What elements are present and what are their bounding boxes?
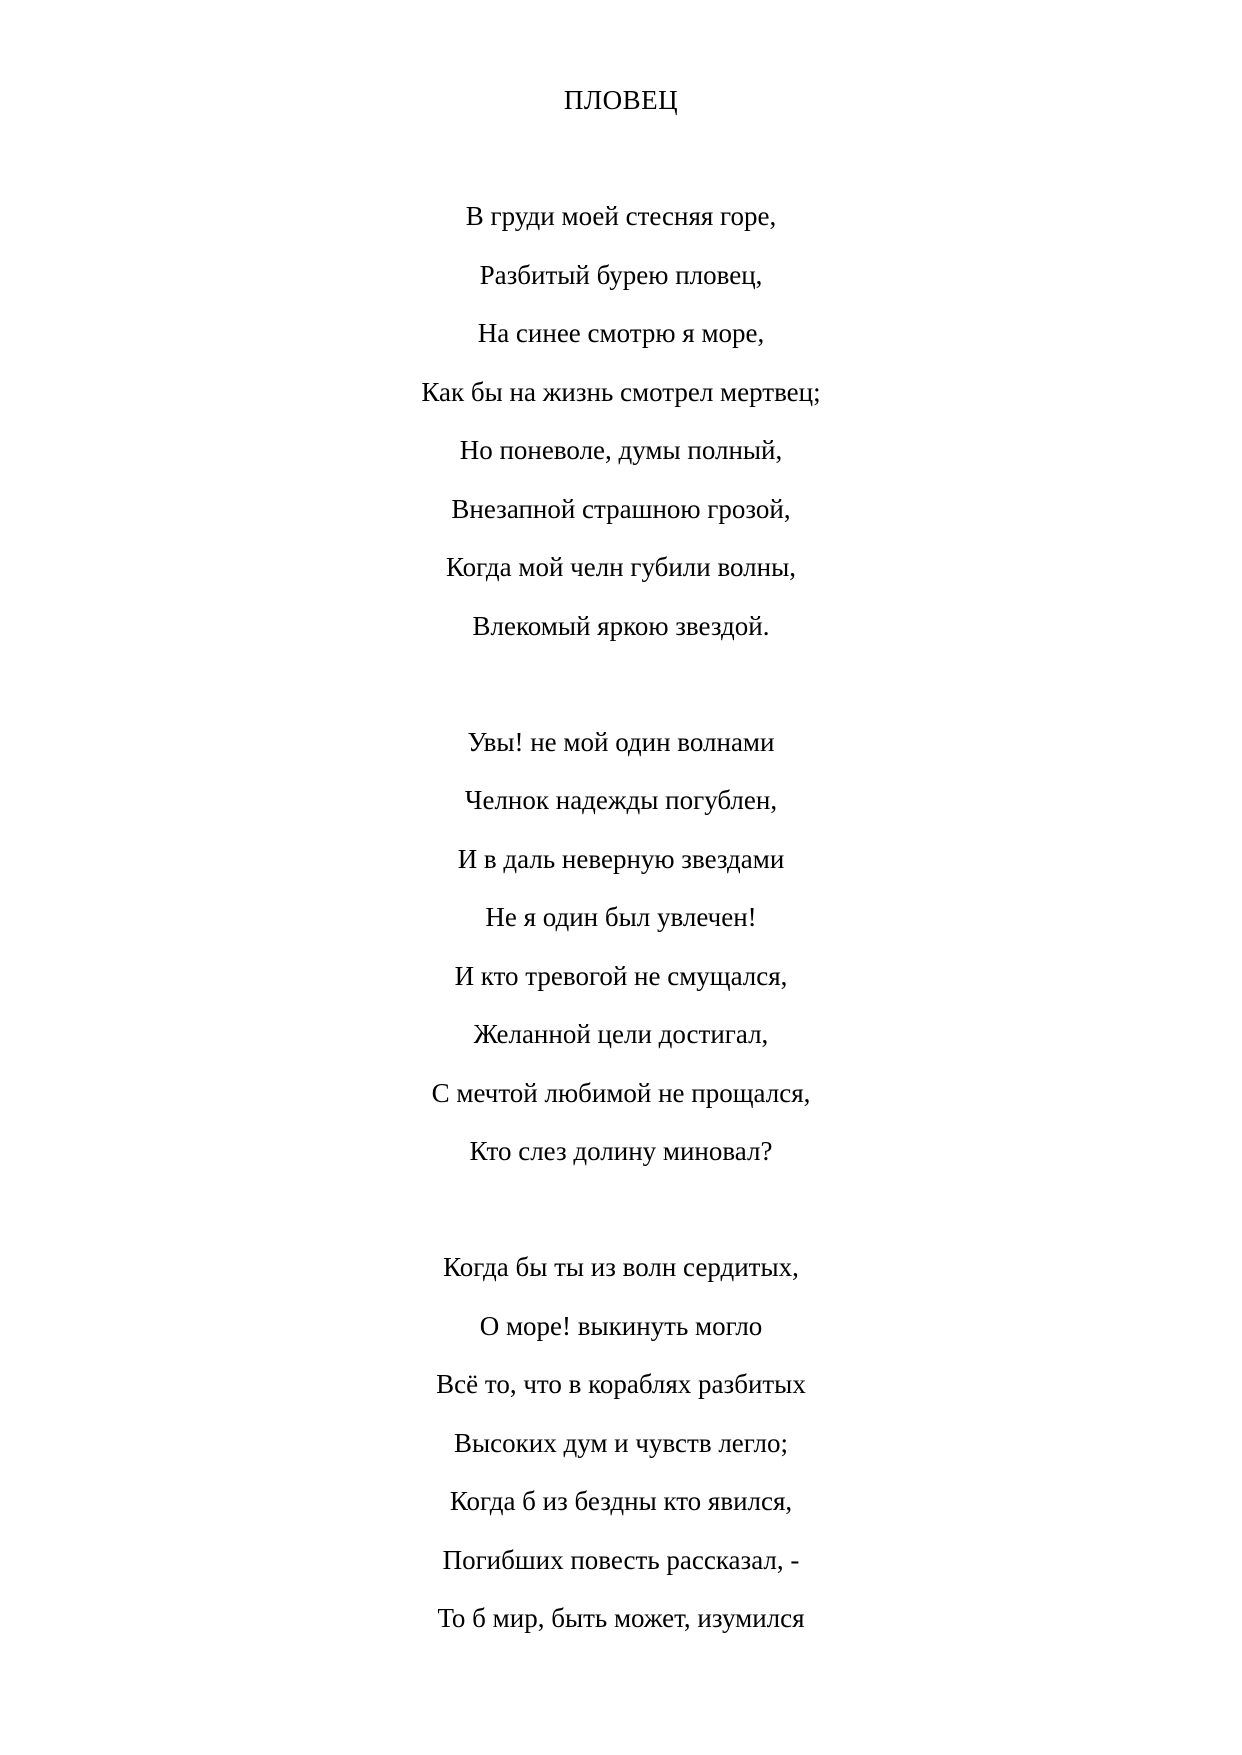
poem-line: Внезапной страшною грозой, — [451, 493, 791, 524]
poem-line: Увы! не мой один волнами — [467, 726, 775, 757]
poem-line: Но поневоле, думы полный, — [459, 435, 783, 465]
stanza-3 — [0, 1249, 1242, 1659]
poem-line: Погибших повесть рассказал, - — [442, 1544, 800, 1575]
poem-line: О море! выкинуть могло — [479, 1310, 763, 1341]
poem-line: Разбитый бурею пловец, — [479, 259, 763, 290]
poem-line: Высоких дум и чувств легло; — [454, 1427, 788, 1458]
poem-title: ПЛОВЕЦ — [563, 85, 679, 115]
stanza-1 — [0, 198, 1242, 666]
poem-line: На синее смотрю я море, — [477, 318, 765, 348]
poem-line: И в даль неверную звездами — [457, 843, 785, 874]
poem-line: Желанной цели достигал, — [473, 1019, 769, 1049]
poem-line: Когда б из бездны кто явился, — [449, 1486, 793, 1516]
stanza-2 — [0, 724, 1242, 1192]
poem-line: Челнок надежды погублен, — [464, 785, 778, 815]
poem-body — [0, 198, 1242, 1659]
poem-line: И кто тревогой не смущался, — [454, 960, 788, 991]
poem-line: Когда бы ты из волн сердитых, — [443, 1252, 799, 1282]
poem-line: С мечтой любимой не прощался, — [431, 1077, 811, 1108]
poem-line: Не я один был увлечен! — [485, 902, 757, 932]
poem-line: Кто слез долину миновал? — [469, 1136, 773, 1166]
poem-line: В груди моей стесняя горе, — [465, 201, 777, 231]
poem-line: Влекомый яркою звездой. — [472, 610, 770, 641]
poem-line: Всё то, что в кораблях разбитых — [436, 1369, 806, 1399]
poem-line: То б мир, быть может, изумился — [437, 1603, 805, 1633]
poem-line: Когда мой челн губили волны, — [446, 552, 796, 582]
poem-line: Как бы на жизнь смотрел мертвец; — [421, 376, 821, 407]
